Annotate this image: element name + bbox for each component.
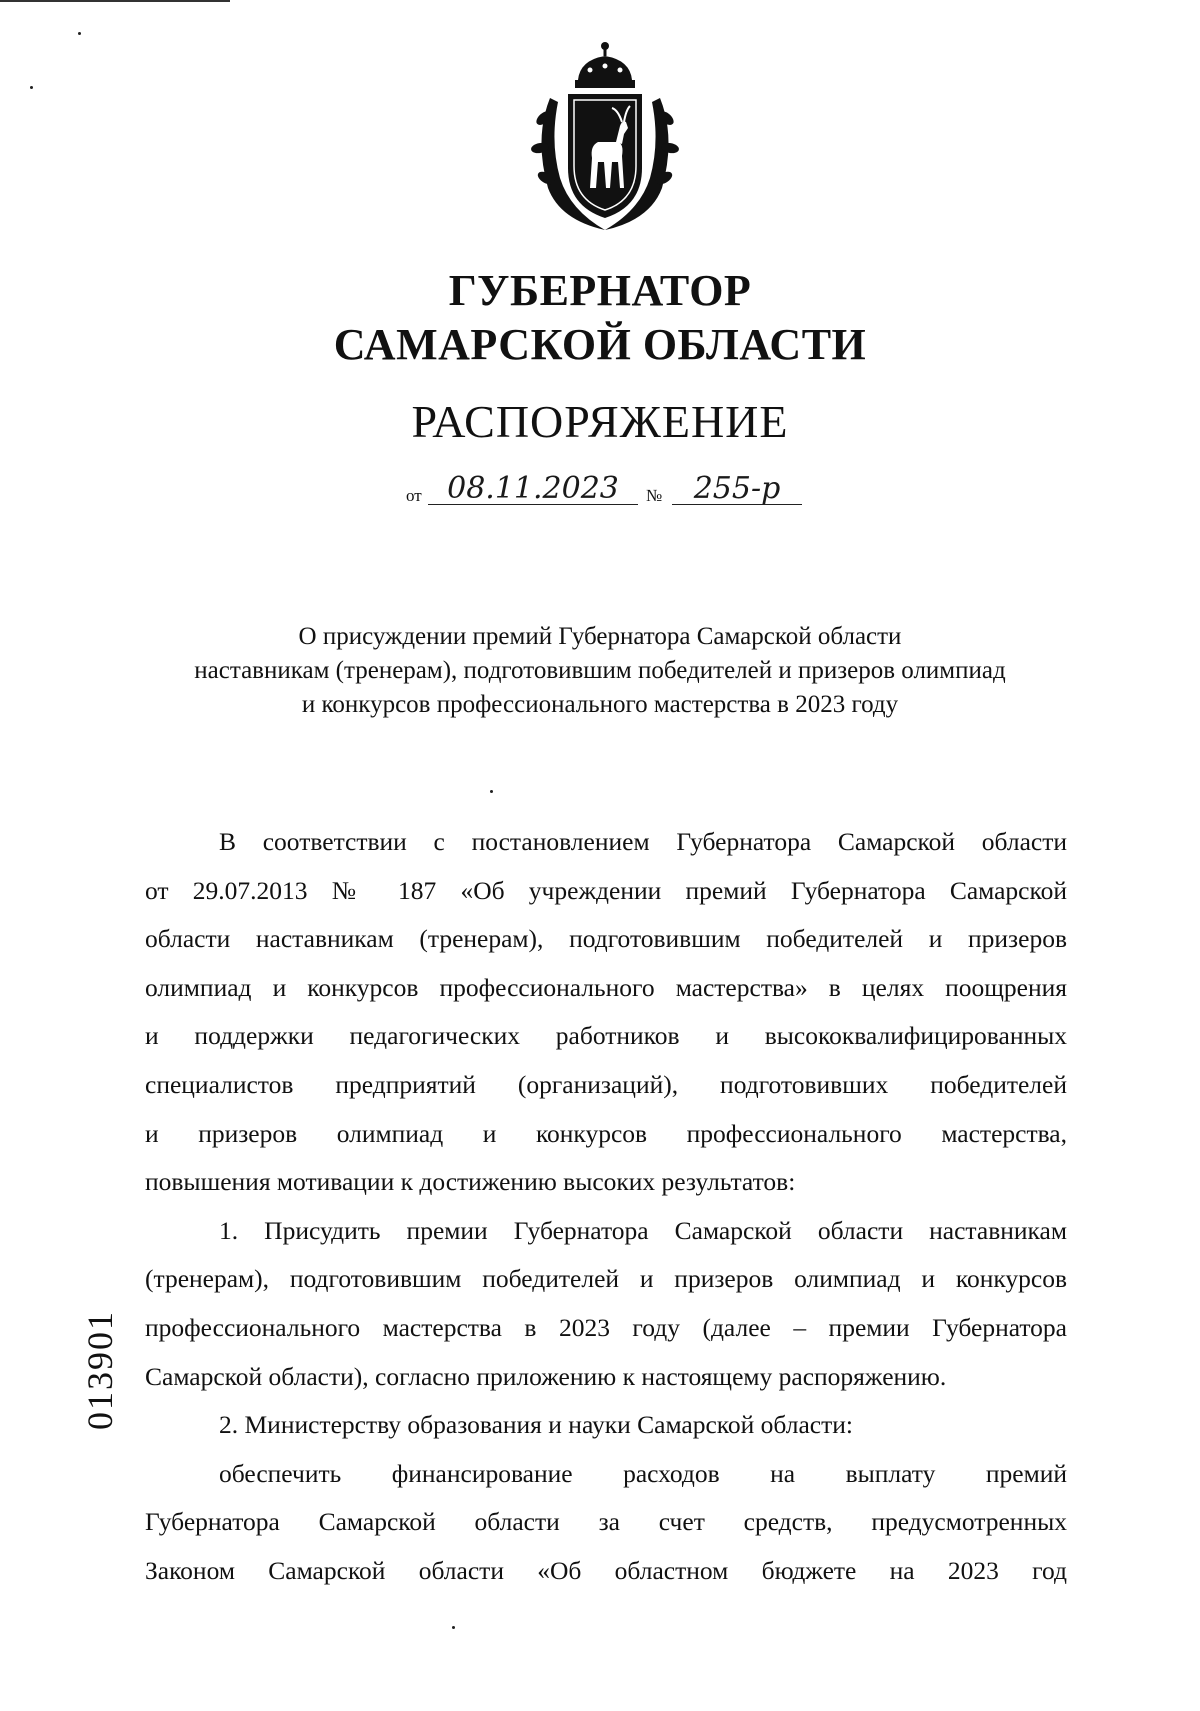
body-line: олимпиад и конкурсов профессионального мастерства» в целях поощрения [145,972,1067,1002]
body-line: повышения мотивации к достижению высоких результатов: [145,1167,796,1197]
body-line: специалистов предприятий (организаций), подготовивших победителей [145,1069,1067,1099]
body-line: Законом Самарской области «Об областном бюджете на 2023 год [145,1555,1067,1585]
body-line: профессионального мастерства в 2023 году (далее – премии Губернатора [145,1312,1067,1342]
scan-speck [30,86,33,89]
body-line: Губернатора Самарской области за счет средств, предусмотренных [145,1507,1067,1537]
body-line: области наставникам (тренерам), подготовившим победителей и призеров [145,924,1067,954]
body-line: и поддержки педагогических работников и высококвалифицированных [145,1021,1067,1051]
authority-title-line-1: ГУБЕРНАТОР [448,266,752,315]
body-line: 1. Присудить премии Губернатора Самарской области наставникам [219,1215,1067,1245]
title-line: и конкурсов профессионального мастерства в 2023 году [301,691,899,718]
body-line: Самарской области), согласно приложению к настоящему распоряжению. [145,1361,947,1391]
body-line: обеспечить финансирование расходов на выплату премий [219,1458,1067,1488]
document-body [145,818,1067,1596]
document-title [150,620,1050,722]
body-line: от 29.07.2013 № 187 «Об учреждении премий Губернатора Самарской [145,875,1067,905]
body-line: 2. Министерству образования и науки Самарской области: [219,1410,854,1440]
number-prefix: № [646,486,663,505]
date-prefix: от [406,486,422,505]
handwritten-date: 08.11.2023 [428,474,638,505]
scan-speck [78,32,81,35]
body-line: В соответствии с постановлением Губернатора Самарской области [219,827,1067,856]
scan-speck [490,790,493,793]
title-line: наставникам (тренерам), подготовившим победителей и призеров олимпиад [194,657,1006,684]
authority-title-line-2: САМАРСКОЙ ОБЛАСТИ [333,320,867,369]
body-line: (тренерам), подготовившим победителей и призеров олимпиад и конкурсов [145,1264,1067,1294]
document-type: РАСПОРЯЖЕНИЕ [411,396,789,447]
serial-number: 013901 [80,1310,120,1430]
scan-edge-line [0,0,230,2]
scan-speck [452,1626,455,1629]
body-line: и призеров олимпиад и конкурсов профессионального мастерства, [145,1118,1067,1148]
handwritten-number: 255-р [672,474,802,505]
samara-coat-of-arms-icon [520,38,690,238]
title-line: О присуждении премий Губернатора Самарской области [298,623,902,650]
